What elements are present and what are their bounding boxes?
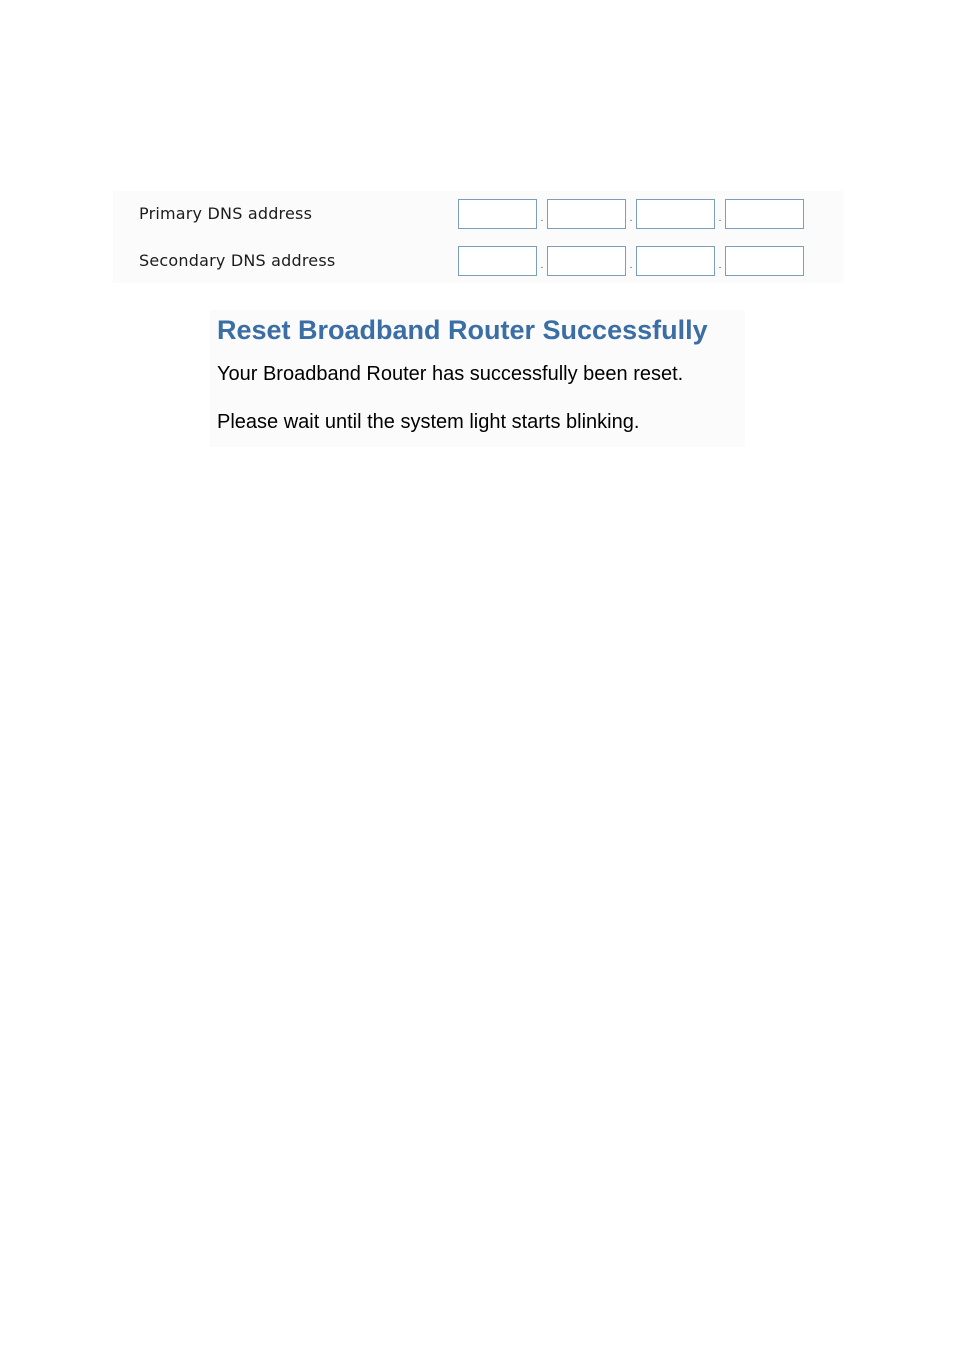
primary-dns-octet-3[interactable]	[636, 199, 715, 229]
primary-dns-octets	[458, 199, 804, 229]
reset-message: Your Broadband Router has successfully been reset.	[217, 363, 684, 385]
primary-dns-octet-1[interactable]	[458, 199, 537, 229]
primary-dns-separator-2: .	[629, 213, 633, 224]
secondary-dns-octet-2[interactable]	[547, 246, 626, 276]
reset-title: Reset Broadband Router Successfully	[217, 315, 708, 345]
secondary-dns-label: Secondary DNS address	[139, 251, 336, 270]
secondary-dns-octets	[458, 246, 804, 276]
primary-dns-separator-1: .	[540, 213, 544, 224]
primary-dns-label: Primary DNS address	[139, 204, 313, 223]
secondary-dns-octet-4[interactable]	[725, 246, 804, 276]
secondary-dns-octet-1[interactable]	[458, 246, 537, 276]
secondary-dns-separator-2: .	[629, 260, 633, 271]
primary-dns-octet-2[interactable]	[547, 199, 626, 229]
primary-dns-octet-4[interactable]	[725, 199, 804, 229]
primary-dns-row	[113, 199, 843, 229]
reset-instruction: Please wait until the system light starts blinking.	[217, 411, 640, 433]
primary-dns-separator-3: .	[718, 213, 722, 224]
secondary-dns-octet-3[interactable]	[636, 246, 715, 276]
reset-confirmation-panel	[210, 310, 745, 447]
secondary-dns-separator-1: .	[540, 260, 544, 271]
dns-settings-panel	[113, 191, 843, 283]
secondary-dns-row	[113, 246, 843, 276]
secondary-dns-separator-3: .	[718, 260, 722, 271]
